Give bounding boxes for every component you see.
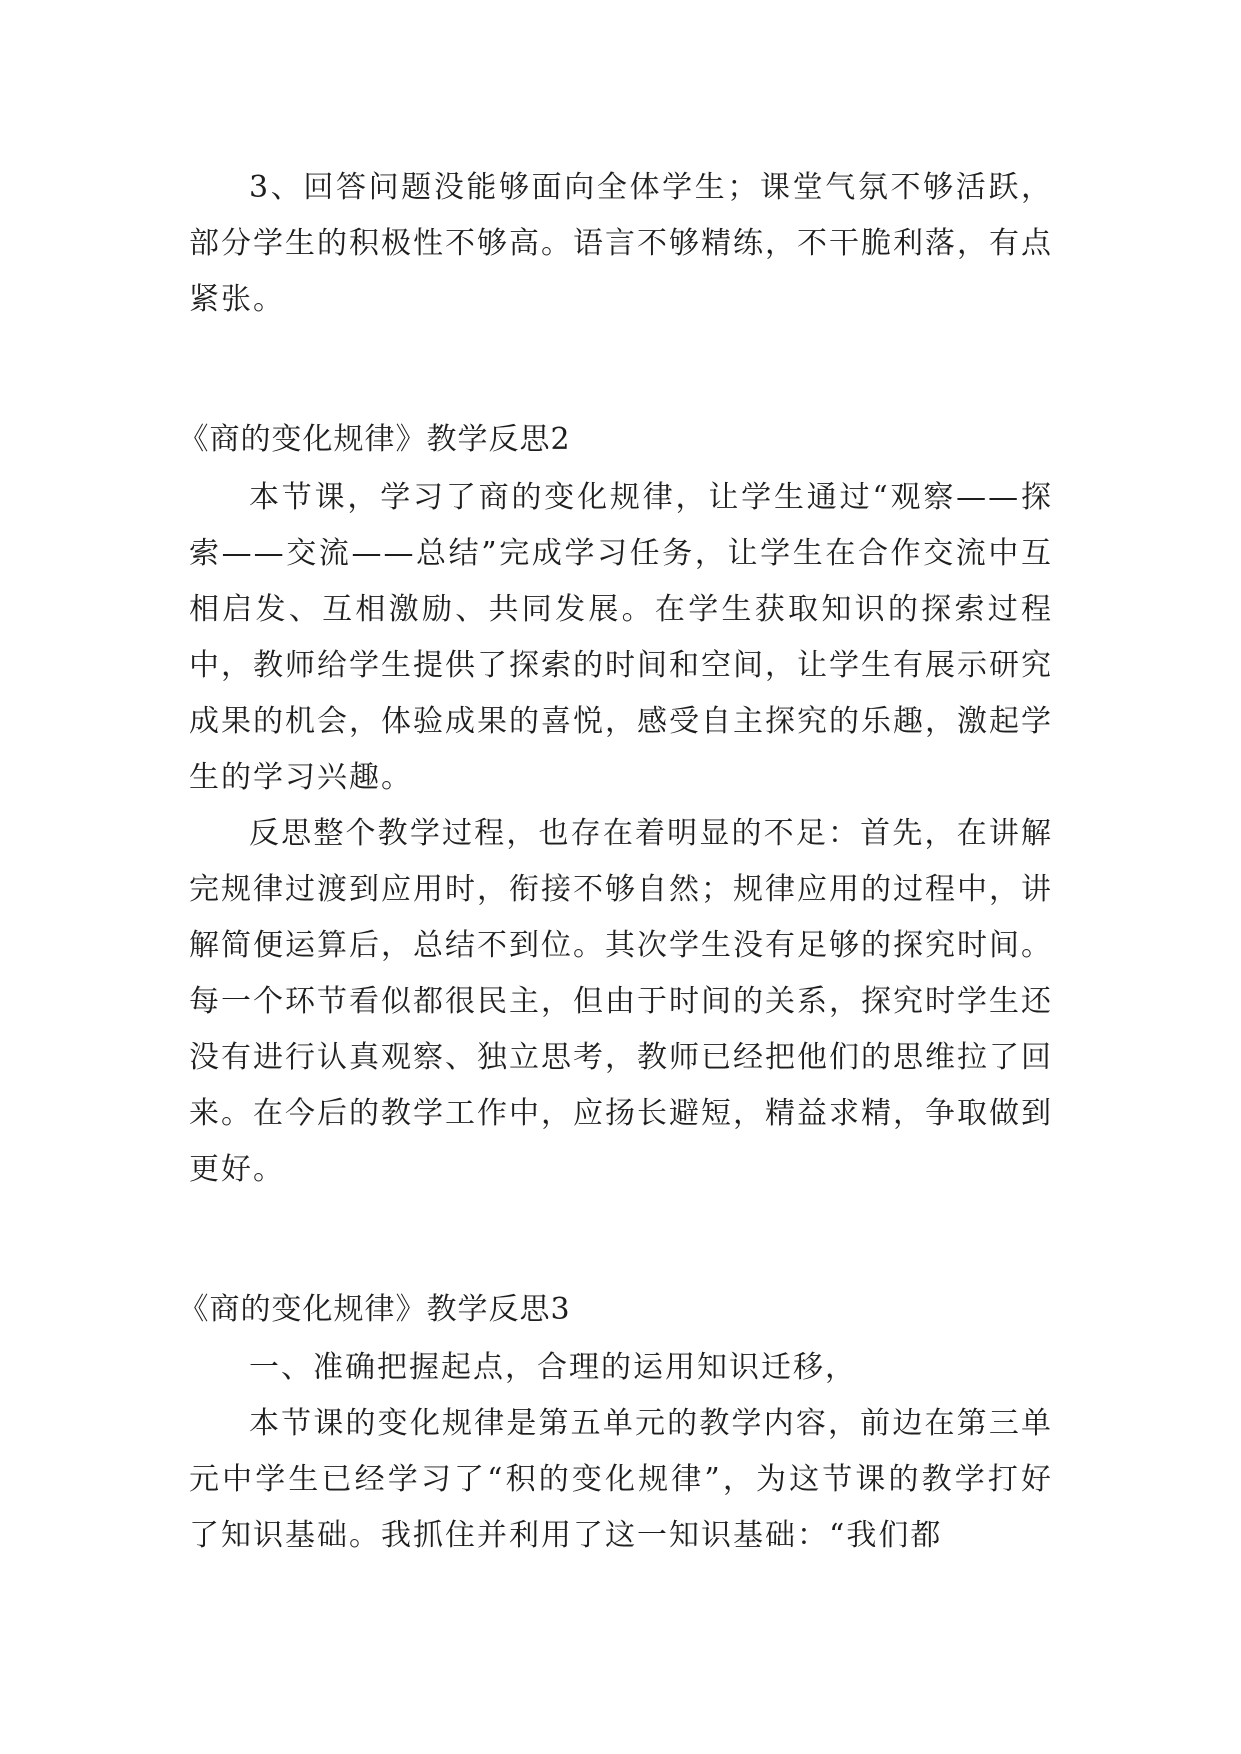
section-heading-2: 《商的变化规律》教学反思2 — [178, 422, 571, 457]
paragraph-section-3-point-1: 一、准确把握起点，合理的运用知识迁移， — [249, 1350, 857, 1385]
document-body — [178, 160, 1053, 1564]
paragraph-point-3: 3、回答问题没能够面向全体学生；课堂气氛不够活跃，部分学生的积极性不够高。语言不够精练，不干脆利落，有点紧张。 — [189, 170, 1053, 317]
paragraph-section-2-reflection: 反思整个教学过程，也存在着明显的不足：首先，在讲解完规律过渡到应用时，衔接不够自然；规律应用的过程中，讲解简便运算后，总结不到位。其次学生没有足够的探究时间。每一个环节看似都很民主，但由于时间的关系，探究时学生还没有进行认真观察、独立思考，教师已经把他们的思维拉了回来。在今后的教学工作中，应扬长避短，精益求精，争取做到更好。 — [189, 816, 1053, 1187]
section-heading-3: 《商的变化规律》教学反思3 — [178, 1292, 571, 1327]
paragraph-section-2-intro: 本节课，学习了商的变化规律，让学生通过“观察——探索——交流——总结”完成学习任务，让学生在合作交流中互相启发、互相激励、共同发展。在学生获取知识的探索过程中，教师给学生提供了探索的时间和空间，让学生有展示研究成果的机会，体验成果的喜悦，感受自主探究的乐趣，激起学生的学习兴趣。 — [189, 480, 1053, 795]
paragraph-section-3-body: 本节课的变化规律是第五单元的教学内容，前边在第三单元中学生已经学习了“积的变化规律”，为这节课的教学打好了知识基础。我抓住并利用了这一知识基础：“我们都 — [189, 1406, 1053, 1553]
